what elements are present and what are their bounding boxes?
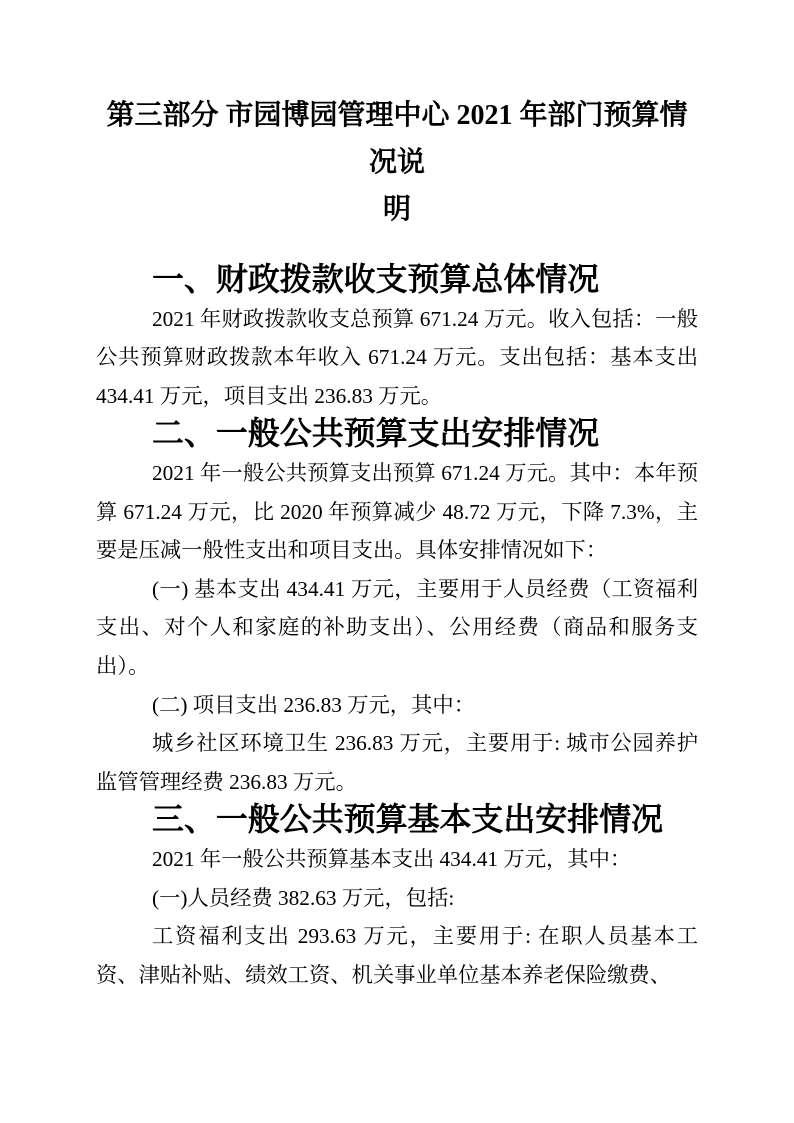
paragraph-project-expenditure: (二) 项目支出 236.83 万元，其中： (152, 692, 475, 717)
paragraph-community-sanitation: 城乡社区环境卫生 236.83 万元，主要用于: 城市公园养护监管管理经费 236.83 万元。 (96, 731, 698, 794)
section-heading-public-budget-expenditure: 二、一般公共预算支出安排情况 (152, 416, 600, 452)
section-heading-basic-expenditure-arrangement: 三、一般公共预算基本支出安排情况 (152, 802, 664, 838)
paragraph-basic-expenditure: (一) 基本支出 434.41 万元，主要用于人员经费（工资福利支出、对个人和家庭的补助支出）、公用经费（商品和服务支出）。 (96, 576, 698, 678)
page-title (96, 92, 698, 233)
paragraph-salary-welfare: 工资福利支出 293.63 万元，主要用于: 在职人员基本工资、津贴补贴、绩效工资、机关事业单位基本养老保险缴费、 (96, 924, 698, 987)
paragraph-basic-expenditure-total: 2021 年一般公共预算基本支出 434.41 万元，其中： (152, 846, 632, 871)
paragraph-expenditure-summary: 2021 年一般公共预算支出预算 671.24 万元。其中：本年预算 671.24 万元，比 2020 年预算减少 48.72 万元，下降 7.3%，主要是压减一般性支出和项目支出。具体安排情况如下： (96, 460, 698, 563)
page-title-line2: 明 (382, 194, 411, 225)
page-title-line1: 第三部分 市园博园管理中心 2021 年部门预算情况说 (106, 100, 688, 178)
paragraph-personnel-funds: (一)人员经费 382.63 万元，包括: (152, 885, 455, 910)
paragraph-fiscal-overview: 2021 年财政拨款收支总预算 671.24 万元。收入包括：一般公共预算财政拨款本年收入 671.24 万元。支出包括：基本支出 434.41 万元，项目支出 236.83 万元。 (96, 306, 698, 408)
document-body (96, 261, 698, 994)
section-heading-fiscal-overview: 一、财政拨款收支预算总体情况 (152, 262, 600, 297)
